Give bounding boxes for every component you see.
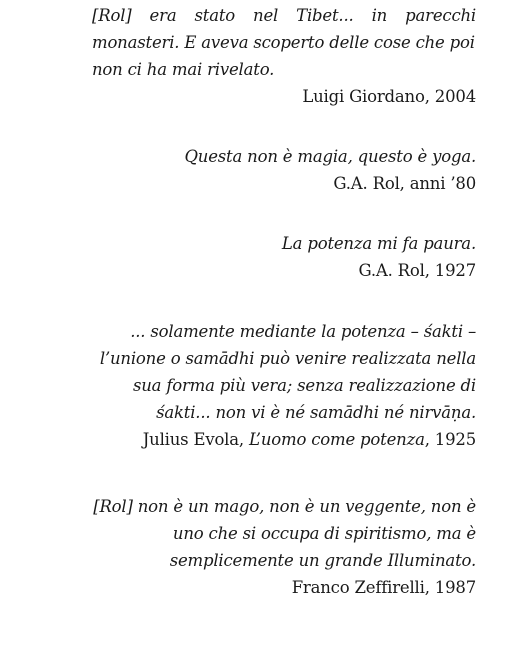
- epigraph-quote: [92, 2, 476, 110]
- epigraph-quote: [92, 493, 476, 601]
- quote-line: [Rol] era stato nel Tibet... in parecchi: [92, 6, 476, 25]
- quote-text: [92, 143, 476, 170]
- quote-attribution: Luigi Giordano, 2004: [302, 87, 476, 106]
- quote-text: [92, 493, 476, 574]
- attribution-year: , 1925: [424, 430, 476, 449]
- quote-line: l’unione o samādhi può venire realizzata nella: [99, 349, 476, 368]
- quote-line: śakti... non vi è né samādhi né nirvāṇa.: [156, 403, 476, 422]
- quote-line: sua forma più vera; senza realizzazione di: [132, 376, 476, 395]
- quote-line: uno che si occupa di spiritismo, ma è: [172, 524, 476, 543]
- quote-line: Questa non è magia, questo è yoga.: [184, 147, 476, 166]
- epigraph-quote: [92, 230, 476, 284]
- quote-line: non ci ha mai rivelato.: [92, 60, 275, 79]
- quote-line: La potenza mi fa paura.: [281, 234, 476, 253]
- quote-line: ... solamente mediante la potenza – śakti –: [130, 322, 476, 341]
- quote-text: [92, 318, 476, 426]
- quote-text: [92, 230, 476, 257]
- epigraph-quote: [92, 318, 476, 453]
- attribution-author: Julius Evola,: [142, 430, 249, 449]
- quote-text: [92, 2, 476, 83]
- quote-attribution: [92, 426, 476, 453]
- quote-attribution: Franco Zeffirelli, 1987: [291, 578, 476, 597]
- quote-line: [Rol] non è un mago, non è un veggente, non è: [93, 497, 476, 516]
- quote-attribution: G.A. Rol, anni ’80: [333, 174, 476, 193]
- quote-attribution: G.A. Rol, 1927: [358, 261, 476, 280]
- quote-line: semplicemente un grande Illuminato.: [169, 551, 476, 570]
- epigraph-quote: [92, 143, 476, 197]
- quote-line: monasteri. E aveva scoperto delle cose che poi: [92, 33, 475, 52]
- attribution-work-title: L’uomo come potenza: [249, 430, 425, 449]
